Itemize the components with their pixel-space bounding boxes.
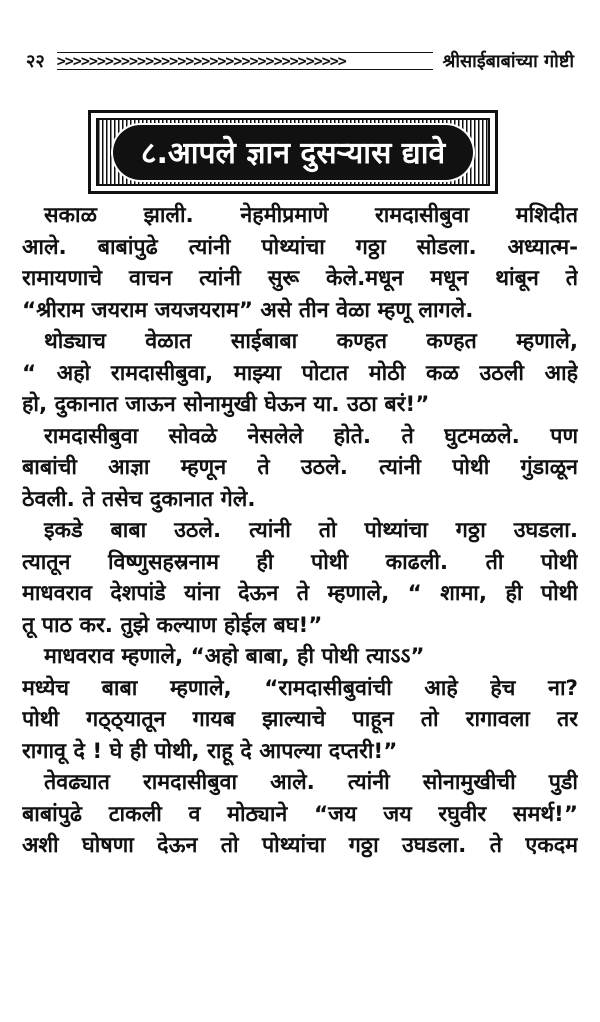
text-line: तू पाठ कर. तुझे कल्याण होईल बघ!” [22,612,323,638]
chapter-title-frame [88,110,498,194]
text-line: ठेवली. ते तसेच दुकानात गेले. [22,486,256,512]
text-line: हो, दुकानात जाऊन सोनामुखी घेऊन या. उठा बरं!” [22,392,430,417]
text-line: “ अहो रामदासीबुवा, माझ्या पोटात मोठी कळ उठली आहे [22,360,578,386]
text-line: माधवराव देशपांडे यांना देऊन ते म्हणाले, “ शामा, ही पोथी [22,581,578,606]
text-line: तेवढ्यात रामदासीबुवा आले. त्यांनी सोनामुखीची पुडी [44,770,578,795]
text-line: रामायणाचे वाचन त्यांनी सुरू केले.मधून मधून थांबून ते [22,266,578,291]
body-text [22,200,578,862]
text-line: थोड्याच वेळात साईबाबा कण्हत कण्हत म्हणाले, [44,329,578,354]
page-number: २२ [26,51,45,72]
text-line: इकडे बाबा उठले. त्यांनी तो पोथ्यांचा गठ्ठा उघडला. [44,518,578,543]
text-line: माधवराव म्हणाले, “अहो बाबा, ही पोथी त्याऽऽ” [44,644,425,669]
text-line: रामदासीबुवा सोवळे नेसलेले होते. ते घुटमळले. पण [44,423,578,449]
chapter-title-hatch-background [96,118,490,186]
running-header [26,44,574,78]
book-title: श्रीसाईबाबांच्या गोष्टी [442,51,574,72]
text-line: मध्येच बाबा म्हणाले, “रामदासीबुवांची आहे हेच ना? [22,675,578,701]
chevron-ornament: >>>>>>>>>>>>>>>>>>>>>>>>>>>>>>>>>>>> [57,52,433,70]
text-line: बाबांपुढे टाकली व मोठ्याने “जय जय रघुवीर समर्थ!” [22,801,578,827]
text-line: “श्रीराम जयराम जयजयराम” असे तीन वेळा म्हणू लागले. [22,297,474,323]
text-line: रागावू दे ! घे ही पोथी, राहू दे आपल्या दप्तरी!” [22,738,398,764]
text-line: अशी घोषणा देऊन तो पोथ्यांचा गठ्ठा उघडला. ते एकदम [22,833,578,858]
text-line: आले. बाबांपुढे त्यांनी पोथ्यांचा गठ्ठा सोडला. अध्यात्म- [22,234,578,260]
text-line: सकाळ झाली. नेहमीप्रमाणे रामदासीबुवा मशिदीत [44,203,578,228]
text-line: बाबांची आज्ञा म्हणून ते उठले. त्यांनी पोथी गुंडाळून [22,455,578,480]
text-line: त्यातून विष्णुसहस्रनाम ही पोथी काढली. ती पोथी [22,549,578,575]
chapter-title: ८.आपले ज्ञान दुसऱ्यास द्यावे [113,125,473,180]
text-line: पोथी गठ्ठ्यातून गायब झाल्याचे पाहून तो रागावला तर [22,707,578,732]
